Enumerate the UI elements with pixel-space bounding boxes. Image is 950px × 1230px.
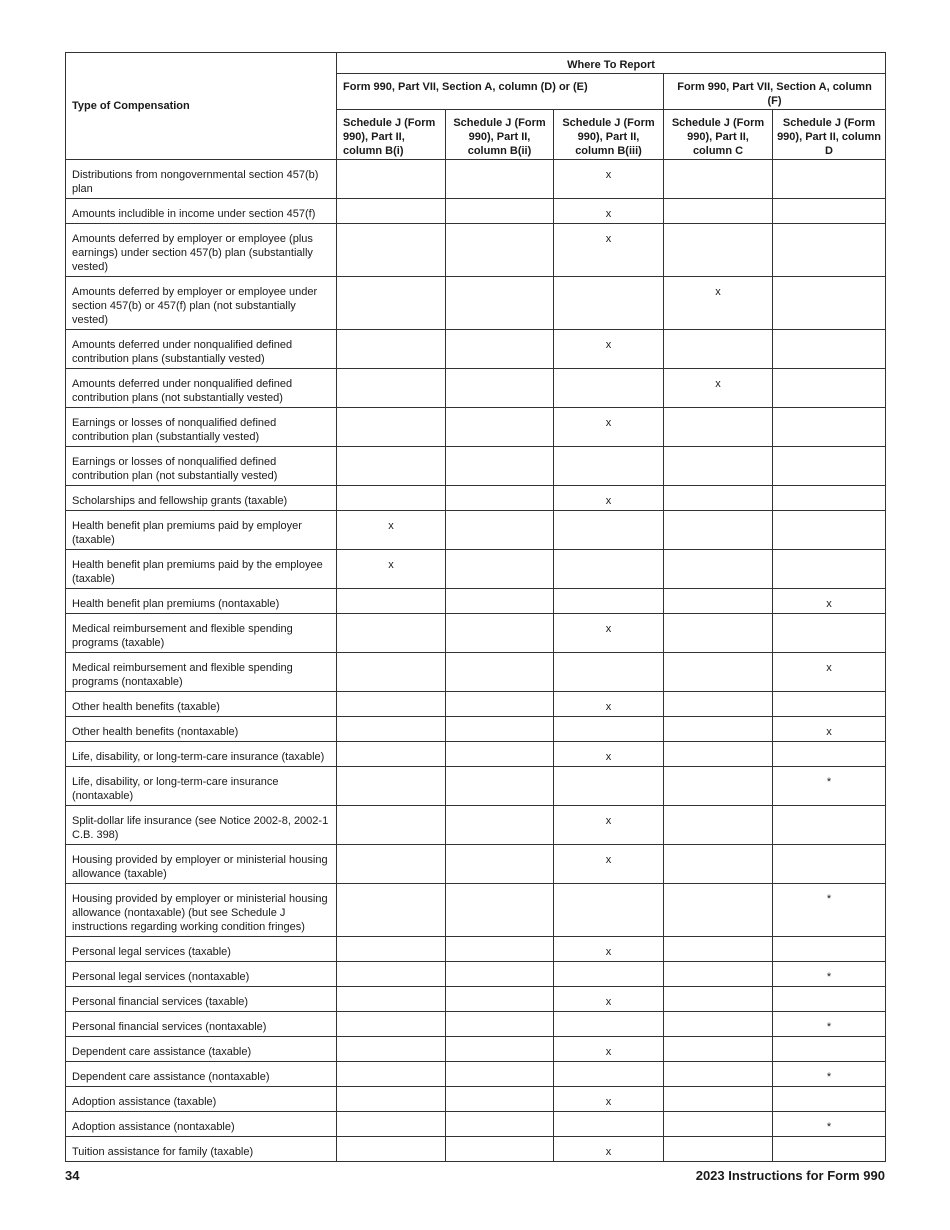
type-of-compensation-header: Type of Compensation bbox=[66, 53, 337, 160]
report-mark-cell bbox=[773, 160, 886, 199]
report-mark-cell bbox=[554, 653, 664, 692]
report-mark-cell bbox=[664, 589, 773, 614]
report-mark-cell bbox=[664, 962, 773, 987]
report-mark-cell bbox=[773, 330, 886, 369]
compensation-type-label: Personal financial services (nontaxable) bbox=[66, 1012, 337, 1037]
table-body bbox=[66, 160, 886, 1162]
report-mark-cell bbox=[337, 369, 446, 408]
compensation-type-label: Housing provided by employer or ministerial housing allowance (taxable) bbox=[66, 845, 337, 884]
report-mark-cell bbox=[773, 277, 886, 330]
report-mark-cell bbox=[337, 987, 446, 1012]
compensation-type-label: Medical reimbursement and flexible spending programs (taxable) bbox=[66, 614, 337, 653]
table-row bbox=[66, 224, 886, 277]
report-mark-cell bbox=[446, 550, 554, 589]
report-mark-cell bbox=[773, 447, 886, 486]
report-mark-cell bbox=[446, 1037, 554, 1062]
report-mark-cell bbox=[337, 653, 446, 692]
report-mark-cell bbox=[337, 1037, 446, 1062]
table-row bbox=[66, 653, 886, 692]
compensation-type-label: Personal financial services (taxable) bbox=[66, 987, 337, 1012]
report-mark-cell bbox=[664, 199, 773, 224]
report-mark-cell bbox=[446, 937, 554, 962]
compensation-type-label: Amounts deferred under nonqualified defined contribution plans (not substantially vested) bbox=[66, 369, 337, 408]
report-mark-cell bbox=[337, 160, 446, 199]
report-mark-cell bbox=[337, 962, 446, 987]
table-row bbox=[66, 277, 886, 330]
report-mark-cell bbox=[337, 277, 446, 330]
report-mark-cell bbox=[664, 550, 773, 589]
report-mark-cell bbox=[773, 742, 886, 767]
report-mark-cell: x bbox=[554, 614, 664, 653]
report-mark-cell: x bbox=[337, 511, 446, 550]
report-mark-cell bbox=[337, 845, 446, 884]
compensation-type-label: Health benefit plan premiums paid by employer (taxable) bbox=[66, 511, 337, 550]
report-mark-cell bbox=[337, 937, 446, 962]
report-mark-cell: x bbox=[773, 589, 886, 614]
report-mark-cell bbox=[773, 937, 886, 962]
table-row bbox=[66, 1137, 886, 1162]
report-mark-cell bbox=[664, 742, 773, 767]
table-row bbox=[66, 845, 886, 884]
table-row bbox=[66, 447, 886, 486]
report-mark-cell bbox=[446, 717, 554, 742]
report-mark-cell bbox=[337, 589, 446, 614]
report-mark-cell bbox=[337, 614, 446, 653]
compensation-type-label: Amounts deferred under nonqualified defined contribution plans (substantially vested) bbox=[66, 330, 337, 369]
report-mark-cell bbox=[446, 1137, 554, 1162]
report-mark-cell bbox=[446, 1012, 554, 1037]
report-mark-cell bbox=[446, 408, 554, 447]
report-mark-cell: x bbox=[773, 717, 886, 742]
report-mark-cell bbox=[554, 1112, 664, 1137]
report-mark-cell bbox=[446, 767, 554, 806]
report-mark-cell bbox=[664, 845, 773, 884]
compensation-type-label: Medical reimbursement and flexible spending programs (nontaxable) bbox=[66, 653, 337, 692]
report-mark-cell bbox=[337, 330, 446, 369]
report-mark-cell bbox=[337, 717, 446, 742]
report-mark-cell: x bbox=[554, 408, 664, 447]
report-mark-cell: * bbox=[773, 767, 886, 806]
table-row bbox=[66, 742, 886, 767]
report-mark-cell bbox=[664, 692, 773, 717]
compensation-type-label: Amounts deferred by employer or employee under section 457(b) or 457(f) plan (not substantially vested) bbox=[66, 277, 337, 330]
report-mark-cell bbox=[773, 845, 886, 884]
report-mark-cell bbox=[664, 884, 773, 937]
table-row bbox=[66, 1012, 886, 1037]
report-mark-cell bbox=[554, 717, 664, 742]
report-mark-cell: x bbox=[554, 199, 664, 224]
report-mark-cell bbox=[446, 1112, 554, 1137]
report-mark-cell bbox=[773, 511, 886, 550]
report-mark-cell bbox=[773, 224, 886, 277]
report-mark-cell bbox=[664, 767, 773, 806]
report-mark-cell bbox=[554, 369, 664, 408]
compensation-type-label: Scholarships and fellowship grants (taxable) bbox=[66, 486, 337, 511]
compensation-type-label: Amounts deferred by employer or employee (plus earnings) under section 457(b) plan (substantially vested) bbox=[66, 224, 337, 277]
report-mark-cell bbox=[337, 199, 446, 224]
report-mark-cell bbox=[554, 962, 664, 987]
report-mark-cell: x bbox=[554, 742, 664, 767]
table-row bbox=[66, 767, 886, 806]
report-mark-cell bbox=[664, 987, 773, 1012]
compensation-type-label: Personal legal services (taxable) bbox=[66, 937, 337, 962]
table-row bbox=[66, 1112, 886, 1137]
page-number: 34 bbox=[65, 1168, 80, 1183]
report-mark-cell bbox=[664, 614, 773, 653]
report-mark-cell: x bbox=[664, 369, 773, 408]
report-mark-cell bbox=[773, 369, 886, 408]
report-mark-cell bbox=[446, 1087, 554, 1112]
report-mark-cell bbox=[446, 806, 554, 845]
report-mark-cell bbox=[446, 692, 554, 717]
compensation-type-label: Personal legal services (nontaxable) bbox=[66, 962, 337, 987]
report-mark-cell bbox=[446, 224, 554, 277]
report-mark-cell bbox=[446, 330, 554, 369]
table-row bbox=[66, 937, 886, 962]
report-mark-cell bbox=[446, 369, 554, 408]
report-mark-cell bbox=[773, 1137, 886, 1162]
compensation-type-label: Other health benefits (nontaxable) bbox=[66, 717, 337, 742]
report-mark-cell: x bbox=[554, 937, 664, 962]
report-mark-cell bbox=[446, 160, 554, 199]
compensation-type-label: Health benefit plan premiums (nontaxable) bbox=[66, 589, 337, 614]
report-mark-cell bbox=[554, 884, 664, 937]
table-row bbox=[66, 806, 886, 845]
column-header-d: Schedule J (Form 990), Part II, column D bbox=[773, 110, 886, 160]
report-mark-cell bbox=[773, 199, 886, 224]
report-mark-cell: x bbox=[554, 160, 664, 199]
where-to-report-header: Where To Report bbox=[337, 53, 886, 74]
report-mark-cell bbox=[664, 937, 773, 962]
report-mark-cell bbox=[554, 277, 664, 330]
compensation-type-label: Adoption assistance (nontaxable) bbox=[66, 1112, 337, 1137]
report-mark-cell bbox=[554, 1062, 664, 1087]
report-mark-cell: x bbox=[554, 806, 664, 845]
report-mark-cell bbox=[446, 614, 554, 653]
report-mark-cell bbox=[773, 550, 886, 589]
report-mark-cell: x bbox=[554, 1037, 664, 1062]
report-mark-cell bbox=[446, 962, 554, 987]
table-row bbox=[66, 330, 886, 369]
report-mark-cell bbox=[337, 806, 446, 845]
compensation-type-label: Life, disability, or long-term-care insurance (taxable) bbox=[66, 742, 337, 767]
table-row bbox=[66, 589, 886, 614]
report-mark-cell: x bbox=[554, 845, 664, 884]
report-mark-cell bbox=[337, 742, 446, 767]
report-mark-cell bbox=[664, 1087, 773, 1112]
report-mark-cell bbox=[337, 1062, 446, 1087]
table-row bbox=[66, 369, 886, 408]
report-mark-cell bbox=[446, 199, 554, 224]
report-mark-cell: x bbox=[554, 692, 664, 717]
report-mark-cell: * bbox=[773, 962, 886, 987]
report-mark-cell bbox=[554, 447, 664, 486]
report-mark-cell bbox=[664, 511, 773, 550]
report-mark-cell bbox=[446, 511, 554, 550]
report-mark-cell bbox=[664, 486, 773, 511]
compensation-reporting-table bbox=[65, 52, 886, 1162]
report-mark-cell: * bbox=[773, 1112, 886, 1137]
report-mark-cell: x bbox=[554, 224, 664, 277]
report-mark-cell bbox=[664, 1112, 773, 1137]
footer-title: 2023 Instructions for Form 990 bbox=[695, 1168, 885, 1183]
table-row bbox=[66, 511, 886, 550]
table-row bbox=[66, 550, 886, 589]
report-mark-cell: x bbox=[554, 987, 664, 1012]
table-row bbox=[66, 614, 886, 653]
report-mark-cell bbox=[773, 806, 886, 845]
report-mark-cell bbox=[554, 589, 664, 614]
report-mark-cell bbox=[664, 447, 773, 486]
report-mark-cell bbox=[337, 447, 446, 486]
report-mark-cell bbox=[337, 1137, 446, 1162]
report-mark-cell bbox=[446, 884, 554, 937]
compensation-type-label: Tuition assistance for family (taxable) bbox=[66, 1137, 337, 1162]
report-mark-cell: x bbox=[664, 277, 773, 330]
report-mark-cell: * bbox=[773, 1062, 886, 1087]
report-mark-cell bbox=[337, 1087, 446, 1112]
compensation-type-label: Dependent care assistance (taxable) bbox=[66, 1037, 337, 1062]
report-mark-cell bbox=[664, 330, 773, 369]
report-mark-cell: * bbox=[773, 884, 886, 937]
report-mark-cell bbox=[446, 447, 554, 486]
report-mark-cell bbox=[337, 1012, 446, 1037]
table-row bbox=[66, 717, 886, 742]
report-mark-cell bbox=[554, 511, 664, 550]
report-mark-cell bbox=[664, 806, 773, 845]
report-mark-cell: x bbox=[554, 1087, 664, 1112]
report-mark-cell bbox=[446, 987, 554, 1012]
table-row bbox=[66, 987, 886, 1012]
report-mark-cell bbox=[773, 486, 886, 511]
report-mark-cell bbox=[773, 408, 886, 447]
table-row bbox=[66, 486, 886, 511]
report-mark-cell: x bbox=[773, 653, 886, 692]
compensation-type-label: Dependent care assistance (nontaxable) bbox=[66, 1062, 337, 1087]
report-mark-cell bbox=[773, 987, 886, 1012]
table-row bbox=[66, 408, 886, 447]
column-header-b-ii: Schedule J (Form 990), Part II, column B(ii) bbox=[446, 110, 554, 160]
report-mark-cell bbox=[337, 224, 446, 277]
compensation-type-label: Split-dollar life insurance (see Notice 2002-8, 2002-1 C.B. 398) bbox=[66, 806, 337, 845]
report-mark-cell bbox=[773, 1087, 886, 1112]
report-mark-cell bbox=[337, 692, 446, 717]
compensation-type-label: Distributions from nongovernmental section 457(b) plan bbox=[66, 160, 337, 199]
compensation-type-label: Amounts includible in income under section 457(f) bbox=[66, 199, 337, 224]
report-mark-cell: x bbox=[554, 1137, 664, 1162]
table-row bbox=[66, 199, 886, 224]
report-mark-cell bbox=[773, 692, 886, 717]
table-row bbox=[66, 1062, 886, 1087]
report-mark-cell bbox=[773, 614, 886, 653]
report-mark-cell bbox=[337, 408, 446, 447]
report-mark-cell bbox=[337, 1112, 446, 1137]
report-mark-cell: x bbox=[337, 550, 446, 589]
compensation-type-label: Housing provided by employer or ministerial housing allowance (nontaxable) (but see Schedule J instructions regarding working condition fringes) bbox=[66, 884, 337, 937]
compensation-type-label: Life, disability, or long-term-care insurance (nontaxable) bbox=[66, 767, 337, 806]
compensation-type-label: Earnings or losses of nonqualified defined contribution plan (not substantially vested) bbox=[66, 447, 337, 486]
report-mark-cell bbox=[664, 1037, 773, 1062]
table-row bbox=[66, 160, 886, 199]
report-mark-cell bbox=[664, 160, 773, 199]
report-mark-cell bbox=[446, 653, 554, 692]
column-header-b-iii: Schedule J (Form 990), Part II, column B(iii) bbox=[554, 110, 664, 160]
column-d-or-e-group-header: Form 990, Part VII, Section A, column (D) or (E) bbox=[337, 74, 664, 110]
report-mark-cell bbox=[664, 1137, 773, 1162]
report-mark-cell bbox=[554, 1012, 664, 1037]
table-row bbox=[66, 884, 886, 937]
report-mark-cell bbox=[664, 1012, 773, 1037]
table-row bbox=[66, 692, 886, 717]
report-mark-cell: x bbox=[554, 330, 664, 369]
report-mark-cell bbox=[446, 277, 554, 330]
report-mark-cell bbox=[446, 1062, 554, 1087]
report-mark-cell bbox=[337, 486, 446, 511]
report-mark-cell bbox=[664, 1062, 773, 1087]
report-mark-cell bbox=[554, 550, 664, 589]
table-row bbox=[66, 1087, 886, 1112]
column-header-b-i: Schedule J (Form 990), Part II, column B(i) bbox=[337, 110, 446, 160]
report-mark-cell bbox=[664, 717, 773, 742]
report-mark-cell bbox=[664, 408, 773, 447]
report-mark-cell: * bbox=[773, 1012, 886, 1037]
report-mark-cell bbox=[664, 653, 773, 692]
report-mark-cell bbox=[773, 1037, 886, 1062]
table-row bbox=[66, 962, 886, 987]
report-mark-cell bbox=[446, 486, 554, 511]
table-row bbox=[66, 1037, 886, 1062]
report-mark-cell bbox=[337, 884, 446, 937]
compensation-type-label: Adoption assistance (taxable) bbox=[66, 1087, 337, 1112]
column-f-group-header: Form 990, Part VII, Section A, column (F) bbox=[664, 74, 886, 110]
compensation-type-label: Other health benefits (taxable) bbox=[66, 692, 337, 717]
report-mark-cell bbox=[446, 589, 554, 614]
column-header-c: Schedule J (Form 990), Part II, column C bbox=[664, 110, 773, 160]
report-mark-cell bbox=[446, 845, 554, 884]
report-mark-cell bbox=[446, 742, 554, 767]
report-mark-cell: x bbox=[554, 486, 664, 511]
report-mark-cell bbox=[554, 767, 664, 806]
report-mark-cell bbox=[664, 224, 773, 277]
report-mark-cell bbox=[337, 767, 446, 806]
compensation-type-label: Earnings or losses of nonqualified defined contribution plan (substantially vested) bbox=[66, 408, 337, 447]
compensation-type-label: Health benefit plan premiums paid by the employee (taxable) bbox=[66, 550, 337, 589]
